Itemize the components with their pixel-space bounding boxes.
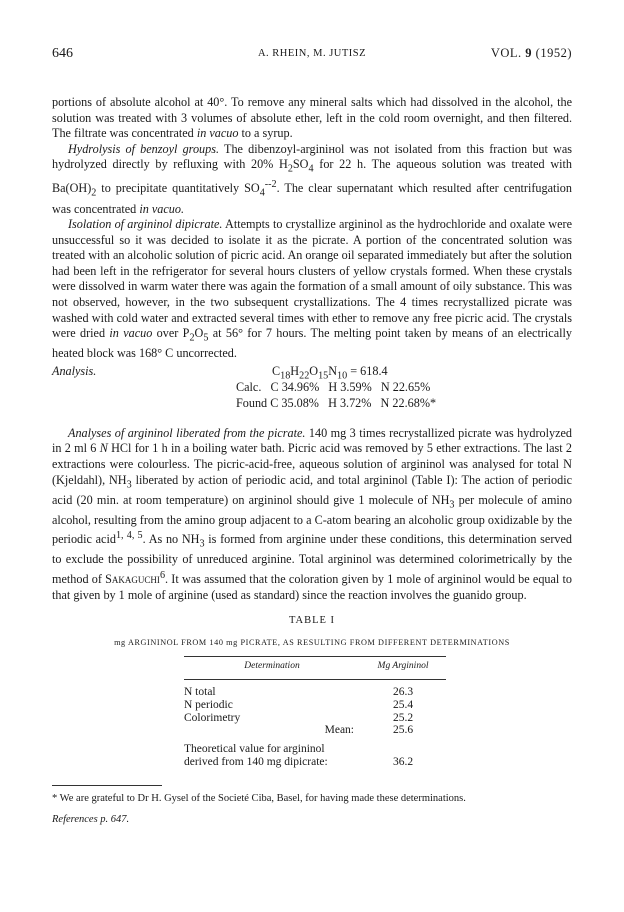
subscript: 4	[259, 187, 265, 199]
table-row	[184, 686, 446, 699]
footnote-rule	[52, 785, 162, 786]
table-row-theoretical	[184, 743, 446, 769]
mean-label: Mean:	[324, 724, 354, 737]
subscript: 18	[280, 370, 291, 382]
volume-number: 9	[525, 46, 533, 60]
volume-prefix: VOL.	[490, 46, 522, 60]
section-heading: Hydrolysis of benzoyl groups.	[68, 141, 220, 156]
text-run: portions of absolute alcohol at 40°. To remove any mineral salts which had dissolved in the alcohol, the solution was treated with 3 volumes of absolute ether, left in the cold room overnight, and then filtered. The filtrate was concentrated	[52, 95, 572, 141]
header-mg-argininol: Mg Argininol	[360, 657, 446, 680]
mean-value: 25.6	[392, 724, 414, 737]
elemental-analysis	[52, 362, 572, 426]
volume-year: (1952)	[535, 46, 572, 60]
text-run: . The clear supernatant which resulted after centrifugation was concentrated	[52, 181, 572, 216]
references-pointer: References p. 647.	[52, 813, 130, 825]
section-heading: Analyses of argininol liberated from the picrate.	[68, 425, 306, 440]
row-value: 25.4	[392, 698, 414, 711]
analysis-found: Found C 35.08% H 3.72% N 22.68%*	[236, 395, 437, 410]
table-title: TABLE I	[288, 615, 336, 627]
subscript: 15	[318, 370, 329, 382]
subscript: 3	[126, 479, 132, 491]
text-run: SO	[292, 157, 309, 172]
text-run: Attempts to crystallize argininol as the hydrochloride and oxalate were unsuccessful so it was decided to isolate it as the picrate. A portion of the concentrated solution was treated with an alcoholic solution of picric acid. An orange oil separated immediately but after the solution had been left in the refrigerator for several hours clusters of yellow crystals formed. When these crystals were dissolved in warm water there was again the formation of a small amount of oily substance. This was not observed, however, in the two subsequent crystallizations. The 4 times recrystallized picrate was washed with cold water and extracted several times with ether to remove any free picric acid. The crystals were dried	[52, 217, 572, 341]
text-run: HCl for 1 h in a boiling water bath. Picric acid was removed by 5 ether extractions. The last 2 extractions were colourless. The picric-acid-free, aqueous solution of argininol was analysed for total N (Kjeldahl), NH	[52, 441, 572, 487]
subscript: 4	[308, 163, 314, 175]
subscript: 22	[299, 370, 310, 382]
paragraph-hydrolysis	[52, 142, 572, 217]
section-heading: Isolation of argininol dipicrate.	[68, 217, 223, 232]
text-run: H	[290, 363, 300, 378]
text-run: N	[99, 441, 108, 456]
table-row-mean	[184, 724, 446, 737]
running-authors: A. RHEIN, M. JUTISZ	[257, 48, 367, 59]
theoretical-label-line: derived from 140 mg dipicrate:	[184, 756, 328, 769]
text-run: to a syrup.	[238, 126, 293, 141]
text-run: at 56° for 7 hours. The melting point taken by means of an electrically heated block was 168° C uncorrected.	[52, 326, 572, 361]
text-run: . It was assumed that the coloration given by 1 mole of argininol would be equal to that given by 1 mole of arginine (used as standard) since the reaction involves the guanido group.	[52, 572, 572, 602]
theoretical-label	[184, 743, 360, 769]
reference-superscript: 1, 4, 5	[115, 530, 143, 542]
text-run: to precipitate quantitatively SO	[96, 181, 260, 196]
text-run: 140 mg 3 times recrystallized picrate was hydrolyzed in 2 ml 6	[52, 425, 572, 456]
row-label: Colorimetry	[184, 711, 241, 724]
row-label: N total	[184, 686, 216, 699]
paragraph-continuation	[52, 95, 572, 142]
article-body	[52, 95, 572, 827]
text-run: . As no NH	[142, 532, 200, 547]
text-run: C	[272, 363, 281, 378]
subscript: 2	[91, 187, 97, 199]
text-run: for 22 h. The aqueous solution was treated with Ba(OH)	[52, 157, 572, 196]
header-determination: Determination	[184, 657, 360, 680]
text-run: O	[194, 326, 204, 341]
volume-info	[491, 46, 572, 61]
table-caption: mg ARGININOL FROM 140 mg PICRATE, AS RESULTING FROM DIFFERENT DETERMINATIONS	[114, 637, 510, 647]
results-table	[184, 656, 446, 768]
analysis-calc: Calc. C 34.96% H 3.59% N 22.65%	[236, 379, 431, 394]
text-run: O	[309, 363, 319, 378]
table-row	[184, 699, 446, 712]
table-row	[184, 712, 446, 725]
author-name: Sakaguchi	[105, 572, 160, 587]
subscript: 10	[337, 370, 348, 382]
theoretical-value: 36.2	[392, 756, 414, 769]
row-label: N periodic	[184, 698, 233, 711]
text-run: liberated by action of periodic acid, and total argininol (Table I): The action of periodic acid (20 min. at room temperature) on argininol should give 1 molecule of NH	[52, 472, 573, 507]
text-run: N	[328, 363, 338, 378]
paragraph-isolation	[52, 217, 572, 362]
text-run: in vacuo	[196, 126, 239, 141]
subscript: 3	[449, 499, 455, 511]
subscript: 2	[189, 332, 195, 344]
reference-superscript: 6	[159, 570, 166, 581]
text-run: The dibenzoyl-arginінol was not isolated from this fraction but was hydrolyzed directly by refluxing with 20% H	[52, 141, 572, 172]
text-run: in vacuo	[109, 326, 153, 341]
row-value: 26.3	[392, 686, 414, 699]
text-run: in vacuo.	[139, 201, 184, 216]
subscript: 3	[199, 538, 205, 550]
row-value: 25.2	[392, 711, 414, 724]
superscript: --2	[264, 179, 277, 191]
theoretical-label-line: Theoretical value for argininol	[184, 743, 325, 756]
subscript: 2	[287, 163, 293, 175]
running-header	[52, 46, 572, 66]
page-number: 646	[52, 46, 73, 61]
table-header-row	[184, 657, 446, 680]
text-run: = 618.4	[347, 363, 388, 378]
analysis-label: Analysis.	[52, 363, 97, 378]
text-run: per molecule of amino alcohol, resulting from the amino group adjacent to a C-atom bearing an alcoholic group oxidizable by the periodic acid	[52, 492, 572, 547]
text-run: over P	[152, 326, 190, 341]
subscript: 5	[203, 332, 209, 344]
text-run: is formed from arginine under these conditions, this determination served to exclude the possibility of unreduced arginine. Total argininol was determined colorimetrically by the method of	[52, 532, 572, 587]
paragraph-analyses	[52, 426, 572, 603]
footnote: * We are grateful to Dr H. Gysel of the Societé Ciba, Basel, for having made these determinations.	[52, 792, 466, 804]
